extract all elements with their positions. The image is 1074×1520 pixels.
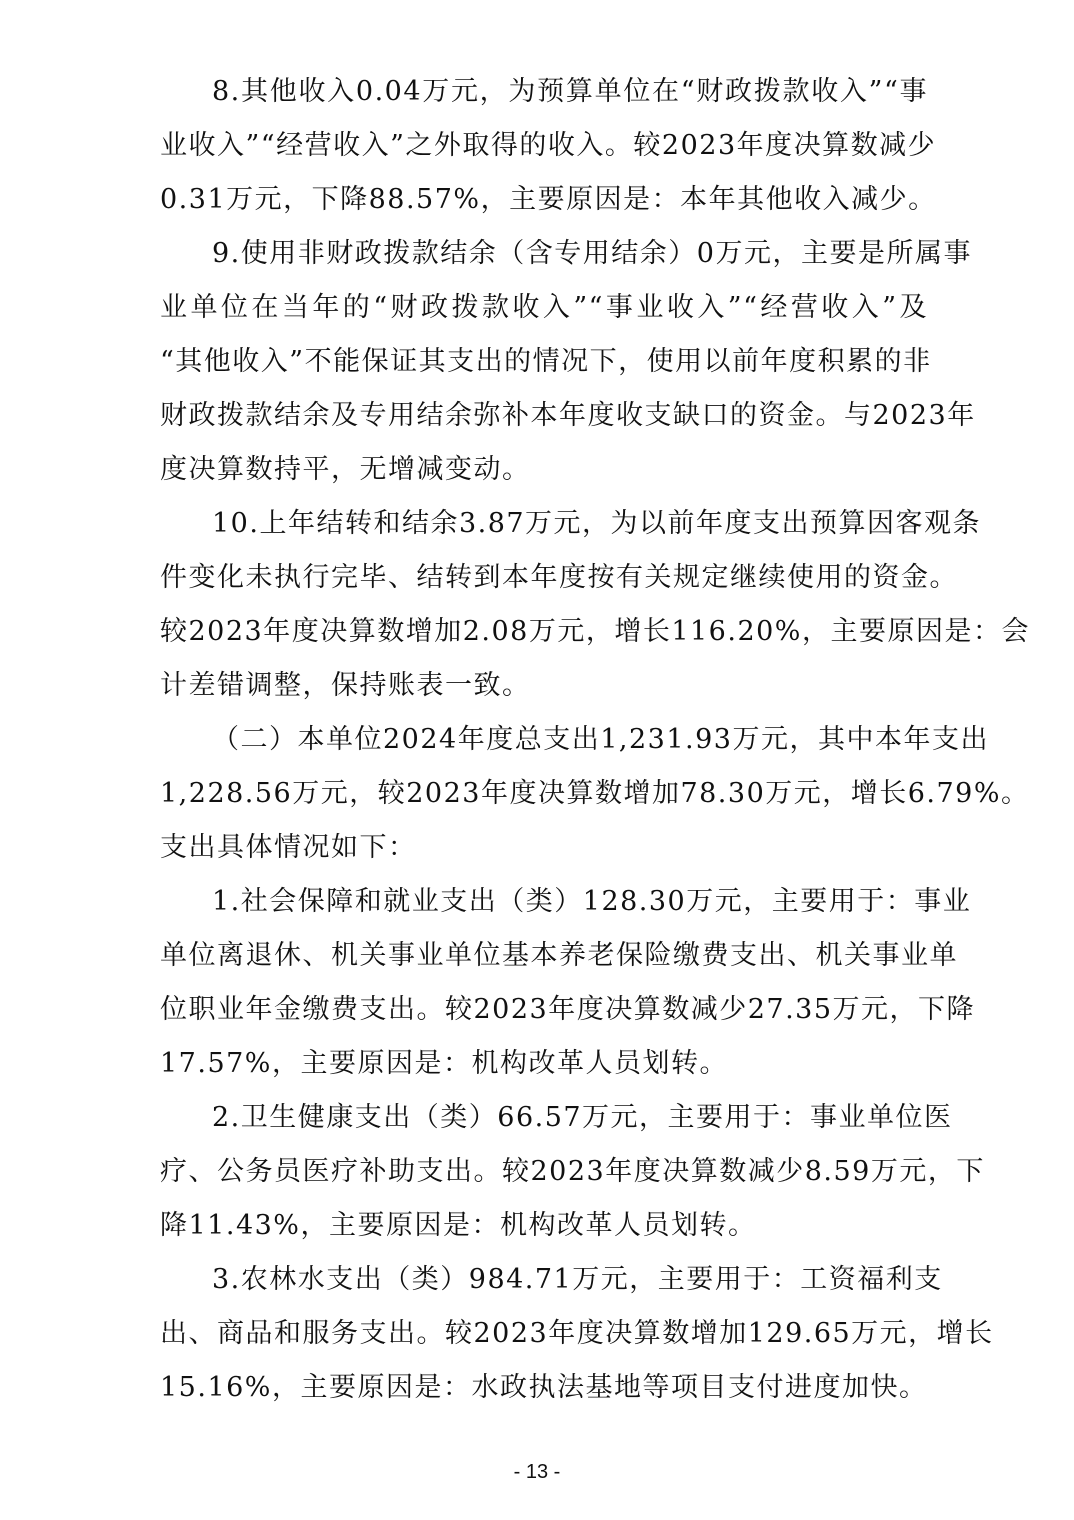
paragraph-social-security-line-1: 1.社会保障和就业支出（类）128.30万元，主要用于：事业 (212, 886, 972, 917)
paragraph-non-fiscal-balance-line-3: “其他收入”不能保证其支出的情况下，使用以前年度积累的非 (160, 346, 932, 377)
paragraph-total-expenditure-line-2: 1,228.56万元，较2023年度决算数增加78.30万元，增长6.79%。 (160, 778, 1030, 809)
paragraph-other-income-line-2: 业收入”“经营收入”之外取得的收入。较2023年度决算数减少 (160, 130, 937, 161)
paragraph-non-fiscal-balance-line-5: 度决算数持平，无增减变动。 (160, 454, 531, 485)
paragraph-carryover-line-1: 10.上年结转和结余3.87万元，为以前年度支出预算因客观条 (212, 508, 982, 539)
paragraph-non-fiscal-balance-line-1: 9.使用非财政拨款结余（含专用结余）0万元，主要是所属事 (212, 238, 972, 269)
paragraph-carryover-line-3: 较2023年度决算数增加2.08万元，增长116.20%，主要原因是：会 (160, 616, 1030, 647)
paragraph-social-security-line-2: 单位离退休、机关事业单位基本养老保险缴费支出、机关事业单 (160, 940, 958, 971)
paragraph-agriculture-line-3: 15.16%，主要原因是：水政执法基地等项目支付进度加快。 (160, 1372, 928, 1403)
paragraph-health-line-1: 2.卫生健康支出（类）66.57万元，主要用于：事业单位医 (212, 1102, 953, 1133)
paragraph-social-security-line-3: 位职业年金缴费支出。较2023年度决算数减少27.35万元，下降 (160, 994, 976, 1025)
paragraph-total-expenditure-line-1: （二）本单位2024年度总支出1,231.93万元，其中本年支出 (212, 724, 989, 755)
paragraph-carryover-line-2: 件变化未执行完毕、结转到本年度按有关规定继续使用的资金。 (160, 562, 958, 593)
paragraph-health-line-2: 疗、公务员医疗补助支出。较2023年度决算数减少8.59万元，下 (160, 1156, 985, 1187)
paragraph-social-security-line-4: 17.57%，主要原因是：机构改革人员划转。 (160, 1048, 728, 1079)
page-number: - 13 - (513, 1461, 561, 1483)
paragraph-agriculture-line-2: 出、商品和服务支出。较2023年度决算数增加129.65万元，增长 (160, 1318, 994, 1349)
paragraph-other-income-line-3: 0.31万元，下降88.57%，主要原因是：本年其他收入减少。 (160, 184, 937, 215)
paragraph-non-fiscal-balance-line-2: 业单位在当年的“财政拨款收入”“事业收入”“经营收入”及 (160, 292, 928, 323)
paragraph-other-income-line-1: 8.其他收入0.04万元，为预算单位在“财政拨款收入”“事 (212, 76, 928, 107)
paragraph-total-expenditure-line-3: 支出具体情况如下： (160, 832, 417, 863)
paragraph-non-fiscal-balance-line-4: 财政拨款结余及专用结余弥补本年度收支缺口的资金。与2023年 (160, 400, 976, 431)
paragraph-agriculture-line-1: 3.农林水支出（类）984.71万元，主要用于：工资福利支 (212, 1264, 943, 1295)
paragraph-health-line-3: 降11.43%，主要原因是：机构改革人员划转。 (160, 1210, 757, 1241)
paragraph-carryover-line-4: 计差错调整，保持账表一致。 (160, 670, 531, 701)
